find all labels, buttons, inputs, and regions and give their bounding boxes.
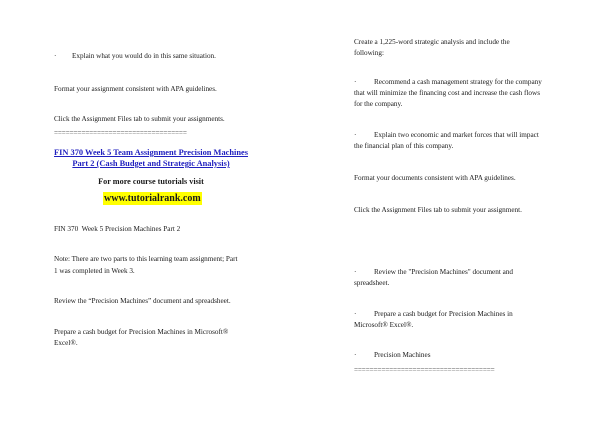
- recommend-line-2: that will minimize the financing cost and increase the cash flows: [354, 89, 541, 97]
- right-page: [300, 0, 600, 424]
- bullet-marker: ·: [54, 52, 57, 60]
- review-line: Review the “Precision Machines” document and spreadsheet.: [54, 297, 231, 305]
- bullet-marker: ·: [354, 78, 357, 86]
- note-line-2: 1 was completed in Week 3.: [54, 267, 135, 275]
- create-line-1: Create a 1,225-word strategic analysis and include the: [354, 38, 510, 46]
- explain-line-2: the financial plan of this company.: [354, 142, 454, 150]
- bullet-item-precision: [354, 350, 431, 361]
- course-title-link-line1[interactable]: FIN 370 Week 5 Team Assignment Precision Machines: [54, 148, 248, 157]
- visit-text: For more course tutorials visit: [98, 177, 204, 186]
- bullet-marker: ·: [354, 268, 357, 276]
- bullet-text: Recommend a cash management strategy for the company: [374, 78, 542, 86]
- bullet-item-recommend: [354, 77, 542, 88]
- course-title-link-line2[interactable]: Part 2 (Cash Budget and Strategic Analysis): [72, 159, 230, 168]
- bullet-text: Prepare a cash budget for Precision Machines in: [374, 310, 513, 318]
- bullet-marker: ·: [354, 131, 357, 139]
- bullet-text: Explain two economic and market forces that will impact: [374, 131, 539, 139]
- bullet-text: Review the "Precision Machines" document and: [374, 268, 514, 276]
- bullet-item-explain: [54, 51, 216, 62]
- course-line: FIN 370 Week 5 Precision Machines Part 2: [54, 225, 181, 233]
- bullet-item-prepare: [354, 309, 513, 320]
- format-instruction: Format your documents consistent with APA guidelines.: [354, 174, 516, 182]
- note-line-1: Note: There are two parts to this learning team assignment; Part: [54, 255, 238, 263]
- format-instruction: Format your assignment consistent with APA guidelines.: [54, 85, 217, 93]
- bullet-item-review: [354, 267, 513, 278]
- bullet-marker: ·: [354, 351, 357, 359]
- bullet-text: Explain what you would do in this same situation.: [72, 52, 216, 60]
- separator-rule: ==================================: [54, 129, 187, 137]
- create-line-2: following:: [354, 49, 384, 57]
- prepare-line-2: Excel®.: [54, 339, 78, 347]
- site-url-highlight[interactable]: www.tutorialrank.com: [104, 193, 201, 204]
- prepare-line-2: Microsoft® Excel®.: [354, 321, 414, 329]
- recommend-line-3: for the company.: [354, 100, 403, 108]
- prepare-line-1: Prepare a cash budget for Precision Machines in Microsoft®: [54, 328, 229, 336]
- submit-instruction: Click the Assignment Files tab to submit your assignment.: [354, 206, 522, 214]
- bullet-text: Precision Machines: [374, 351, 431, 359]
- bullet-marker: ·: [354, 310, 357, 318]
- submit-instruction: Click the Assignment Files tab to submit your assignments.: [54, 115, 225, 123]
- review-line-2: spreadsheet.: [354, 279, 390, 287]
- bullet-item-explain-forces: [354, 130, 539, 141]
- separator-rule: ====================================: [354, 366, 495, 374]
